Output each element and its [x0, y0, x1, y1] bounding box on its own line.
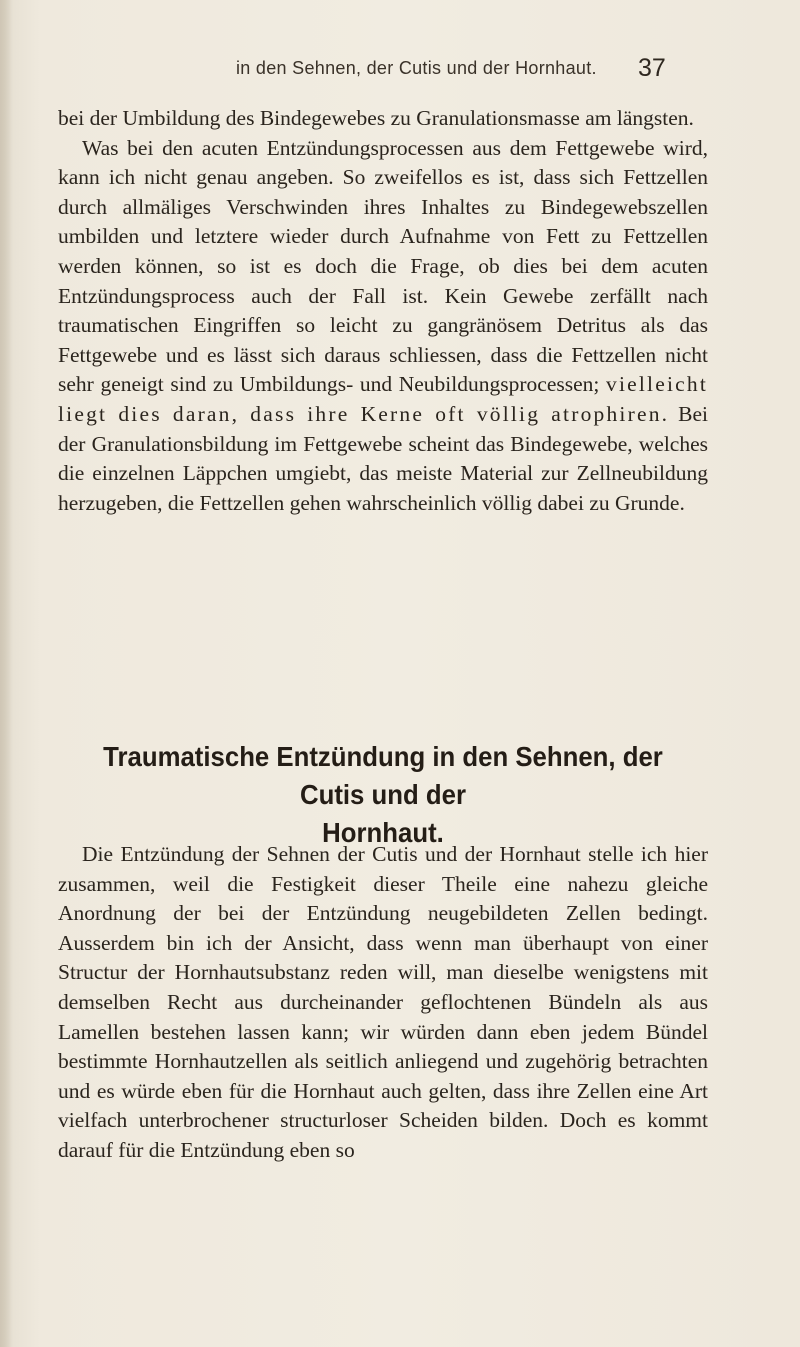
- heading-line: Traumatische Entzündung in den Sehnen, der Cutis und der: [103, 741, 663, 810]
- running-head: [0, 54, 800, 88]
- paragraph-text: Bei der Granulationsbildung im Fettgewebe scheint das Bindegewebe, welches die einzelnen Läppchen umgiebt, das meiste Material zur Zellneubildung herzugeben, die Fettzellen gehen wahrscheinlich völlig dabei zu Grunde.: [58, 401, 709, 515]
- running-title: in den Sehnen, der Cutis und der Hornhaut.: [236, 58, 597, 78]
- section-body-2: [58, 840, 708, 1166]
- paragraph-fettgewebe: [58, 134, 708, 519]
- section-body-1: [58, 104, 708, 518]
- paragraph-continued: bei der Umbildung des Bindegewebes zu Granulationsmasse am längsten.: [58, 106, 694, 130]
- section-heading: [84, 738, 682, 852]
- binding-shadow: [0, 0, 12, 1347]
- paragraph-text: Was bei den acuten Entzündungsprocessen aus dem Fettgewebe wird, kann ich nicht genau angeben. So zweifellos es ist, dass sich Fettzellen durch allmäliges Verschwinden ihres Inhaltes zu Bindegewebszellen umbilden und letztere wieder durch Aufnahme von Fett zu Fettzellen werden können, so ist es doch die Frage, ob dies bei dem acuten Entzündungsprocess auch der Fall ist. Kein Gewebe zerfällt nach traumatischen Eingriffen so leicht zu gangränösem Detritus als das Fettgewebe und es lässt sich daraus schliessen, dass die Fettzellen nicht sehr geneigt sind zu Umbildungs- und Neubildungsprocessen;: [58, 135, 708, 397]
- emphasized-text: vielleicht liegt dies daran, dass ihre Kerne oft völlig atrophiren.: [58, 372, 709, 426]
- page-number: 37: [638, 54, 666, 82]
- paragraph-sehnen-cutis-hornhaut: Die Entzündung der Sehnen der Cutis und der Hornhaut stelle ich hier zusammen, weil die Festigkeit dieser Theile eine nahezu gleiche Anordnung der bei der Entzündung neugebildeten Zellen bedingt. Ausserdem bin ich der Ansicht, dass wenn man überhaupt von einer Structur der Hornhautsubstanz reden will, man dieselbe wenigstens mit demselben Recht aus durcheinander geflochtenen Bündeln als aus Lamellen bestehen lassen kann; wir würden dann eben jedem Bündel bestimmte Hornhautzellen als seitlich anliegend und zugehörig betrachten und es würde eben für die Hornhaut auch gelten, dass ihre Zellen eine Art vielfach unterbrochener structurloser Scheiden bilden. Doch es kommt darauf für die Entzündung eben so: [58, 842, 708, 1162]
- heading-line: Hornhaut.: [322, 817, 444, 848]
